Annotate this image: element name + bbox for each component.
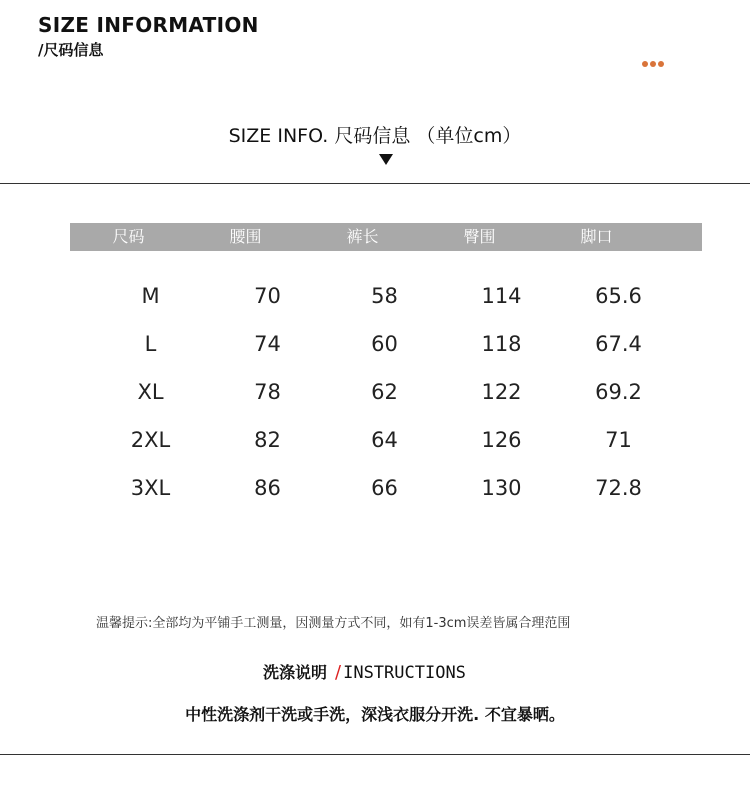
table-row [92,272,677,320]
dot [650,61,656,67]
cell-hem: 69.2 [595,380,642,404]
cell-size: 3XL [130,476,171,500]
cell-size: XL [137,380,164,404]
size-info-subtitle: SIZE INFO. 尺码信息 （单位cm） [228,125,522,147]
cell-waist: 78 [254,380,281,404]
divider-bottom [0,754,750,755]
cell-size: M [141,284,160,308]
cell-size: 2XL [130,428,171,452]
instructions-label-cn: 洗涤说明 [263,663,328,682]
cell-waist: 74 [254,332,281,356]
dot [658,61,664,67]
cell-size: L [144,332,157,356]
measurement-note: 温馨提示:全部均为平铺手工测量，因测量方式不同，如有1-3cm误差皆属合理范围 [96,616,571,631]
header-hip: 臀围 [463,227,496,246]
cell-hem: 65.6 [595,284,642,308]
cell-waist: 86 [254,476,281,500]
cell-length: 60 [371,332,398,356]
down-arrow-icon [379,154,393,165]
instructions-heading [263,660,466,683]
cell-hip: 114 [481,284,522,308]
table-row [92,320,677,368]
cell-hem: 71 [605,428,632,452]
cell-length: 64 [371,428,398,452]
table-row [92,464,677,512]
dot [642,61,648,67]
divider-top [0,183,750,184]
instructions-slash: / [335,662,342,683]
header-title-en: SIZE INFORMATION [38,13,259,37]
table-row [92,368,677,416]
header-waist: 腰围 [229,227,262,246]
size-table-header [70,223,702,251]
cell-length: 62 [371,380,398,404]
cell-waist: 70 [254,284,281,308]
size-table-body [92,272,677,512]
washing-instructions: 中性洗涤剂干洗或手洗，深浅衣服分开洗. 不宜暴晒。 [185,705,565,724]
cell-length: 58 [371,284,398,308]
header-hem: 脚口 [580,227,613,246]
instructions-label-en: INSTRUCTIONS [343,663,466,683]
cell-hem: 72.8 [595,476,642,500]
more-dots-icon [642,61,664,67]
header-length: 裤长 [346,227,379,246]
cell-hip: 126 [481,428,522,452]
cell-length: 66 [371,476,398,500]
cell-hip: 130 [481,476,522,500]
cell-waist: 82 [254,428,281,452]
header-size: 尺码 [112,227,145,246]
table-row [92,416,677,464]
cell-hip: 118 [481,332,522,356]
header-title-cn: /尺码信息 [38,41,104,59]
cell-hem: 67.4 [595,332,642,356]
cell-hip: 122 [481,380,522,404]
